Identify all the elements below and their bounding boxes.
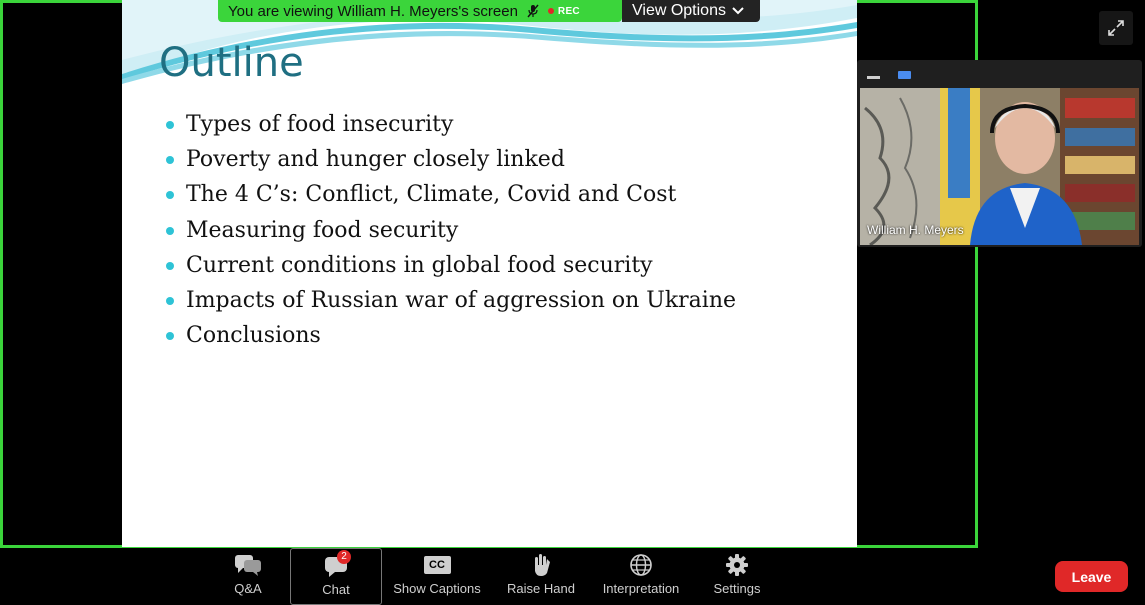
slide-bullet-list: [166, 110, 736, 356]
slide-title: Outline: [159, 40, 304, 86]
bullet-dot: [166, 191, 174, 199]
bullet-item: [166, 110, 736, 145]
qa-label: Q&A: [234, 581, 262, 596]
settings-label: Settings: [713, 581, 761, 596]
participant-video-panel: [857, 60, 1142, 247]
meeting-toolbar: [0, 548, 1145, 605]
presentation-slide: [122, 0, 857, 547]
bullet-item: [166, 145, 736, 180]
captions-icon: [424, 552, 451, 578]
recording-badge: [548, 6, 580, 17]
participant-video-feed: [860, 88, 1139, 245]
participant-video-image: [860, 88, 1139, 245]
chat-unread-badge: 2: [337, 550, 351, 564]
qa-button[interactable]: [226, 548, 270, 605]
bullet-item: [166, 216, 736, 251]
chat-label: Chat: [322, 582, 350, 597]
bullet-text: Conclusions: [186, 323, 321, 349]
captions-icon-box: CC: [424, 556, 451, 574]
video-view-icon[interactable]: [898, 71, 911, 79]
bullet-text: The 4 C’s: Conflict, Climate, Covid and Cost: [186, 182, 677, 208]
bullet-dot: [166, 332, 174, 340]
raise-hand-label: Raise Hand: [507, 581, 575, 596]
leave-button[interactable]: Leave: [1055, 561, 1128, 592]
viewing-screen-text: You are viewing William H. Meyers's screen: [228, 2, 518, 20]
raise-hand-icon: [531, 552, 551, 578]
bullet-text: Impacts of Russian war of aggression on Ukraine: [186, 287, 737, 313]
participant-name-label: William H. Meyers: [867, 223, 964, 237]
globe-icon: [629, 552, 653, 578]
minimize-video-button[interactable]: [867, 76, 880, 79]
view-options-label: View Options: [632, 2, 726, 19]
bullet-dot: [166, 156, 174, 164]
bullet-dot: [166, 262, 174, 270]
bullet-dot: [166, 297, 174, 305]
gear-icon: [725, 552, 749, 578]
raise-hand-button[interactable]: [504, 548, 578, 605]
bullet-item: [166, 251, 736, 286]
bullet-dot: [166, 227, 174, 235]
captions-label: Show Captions: [393, 581, 481, 596]
show-captions-button[interactable]: [390, 548, 484, 605]
bullet-dot: [166, 121, 174, 129]
view-options-button[interactable]: [622, 0, 760, 22]
bullet-text: Current conditions in global food security: [186, 252, 653, 278]
bullet-text: Poverty and hunger closely linked: [186, 147, 565, 173]
bullet-item: [166, 321, 736, 356]
viewing-screen-banner: [218, 0, 622, 22]
fullscreen-button[interactable]: [1099, 11, 1133, 45]
fullscreen-icon: [1107, 19, 1125, 37]
bullet-item: [166, 180, 736, 215]
interpretation-label: Interpretation: [602, 581, 680, 596]
bullet-text: Measuring food security: [186, 217, 459, 243]
bullet-text: Types of food insecurity: [186, 112, 454, 137]
chevron-down-icon: [732, 7, 744, 15]
settings-button[interactable]: [708, 548, 766, 605]
chat-icon: [324, 553, 348, 579]
mic-off-icon: [526, 4, 540, 18]
recording-dot-icon: [548, 8, 554, 14]
chat-button[interactable]: [290, 548, 382, 605]
qa-icon: [234, 552, 262, 578]
bullet-item: [166, 286, 736, 321]
interpretation-button[interactable]: [598, 548, 684, 605]
recording-label: REC: [557, 5, 580, 17]
